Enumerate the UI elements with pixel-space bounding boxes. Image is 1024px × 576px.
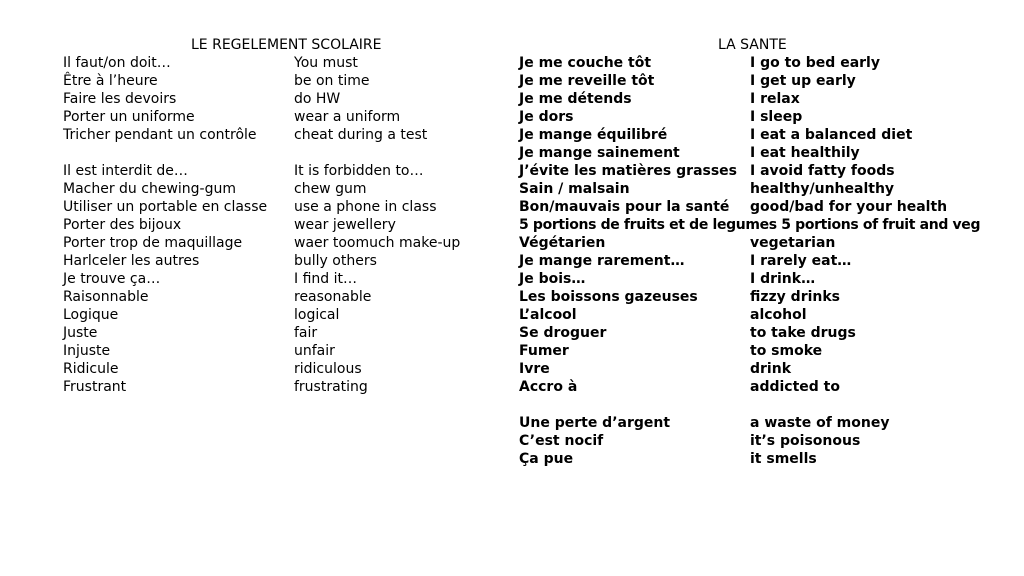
vocab-row: [519, 378, 1019, 396]
vocab-row: [63, 108, 483, 126]
vocab-row: [519, 306, 1019, 324]
english-term: wear jewellery: [294, 217, 396, 233]
french-term: Utiliser un portable en classe: [63, 199, 268, 215]
english-term: frustrating: [294, 379, 368, 395]
english-term: I relax: [750, 91, 800, 107]
french-term: Porter trop de maquillage: [63, 235, 243, 251]
vocab-row: [519, 72, 1019, 90]
french-term: Tricher pendant un contrôle: [63, 127, 257, 143]
vocab-row: [519, 342, 1019, 360]
english-term: I avoid fatty foods: [750, 163, 895, 179]
french-term: Bon/mauvais pour la santé: [519, 199, 730, 215]
french-term: Logique: [63, 307, 119, 323]
vocab-row: [519, 324, 1019, 342]
vocab-row: [519, 288, 1019, 306]
english-term: it smells: [750, 451, 817, 467]
vocab-row: [63, 360, 483, 378]
french-term: Frustrant: [63, 379, 127, 395]
vocab-row: [519, 90, 1019, 108]
health-column: [519, 36, 1019, 468]
english-term: I eat healthily: [750, 145, 860, 161]
french-term: Ivre: [519, 361, 550, 377]
french-term: Je mange rarement…: [519, 253, 685, 269]
school-rules-column: [63, 36, 483, 396]
vocab-row: [63, 378, 483, 396]
vocab-row: [519, 450, 1019, 468]
vocab-row: [63, 234, 483, 252]
french-term: Être à l’heure: [63, 73, 158, 89]
english-term: wear a uniform: [294, 109, 401, 125]
french-term: Accro à: [519, 379, 578, 395]
english-term: I find it…: [294, 271, 357, 287]
french-term: C’est nocif: [519, 433, 604, 449]
english-term: I eat a balanced diet: [750, 127, 913, 143]
french-term: Je trouve ça…: [63, 271, 161, 287]
vocab-row: [519, 180, 1019, 198]
vocab-row: [63, 54, 483, 72]
vocab-row: [63, 288, 483, 306]
english-term: a waste of money: [750, 415, 890, 431]
english-term: I drink…: [750, 271, 816, 287]
vocab-row: [63, 180, 483, 198]
spacer-row: [63, 144, 483, 162]
french-term: Raisonnable: [63, 289, 149, 305]
vocab-row: [519, 252, 1019, 270]
english-term: cheat during a test: [294, 127, 428, 143]
french-term: Je me reveille tôt: [519, 73, 655, 89]
english-term: I sleep: [750, 109, 803, 125]
english-term: use a phone in class: [294, 199, 437, 215]
vocab-row: [519, 414, 1019, 432]
french-term: Sain / malsain: [519, 181, 630, 197]
french-term: Je me couche tôt: [519, 55, 652, 71]
vocab-row: [519, 360, 1019, 378]
french-term: Les boissons gazeuses: [519, 289, 698, 305]
vocab-row: [63, 162, 483, 180]
french-term: Juste: [63, 325, 98, 341]
english-term: I rarely eat…: [750, 253, 852, 269]
french-term: Il faut/on doit…: [63, 55, 171, 71]
french-term: Je dors: [519, 109, 574, 125]
english-term: fair: [294, 325, 318, 341]
vocab-row-full: [519, 216, 1019, 234]
french-term: Je bois…: [519, 271, 586, 287]
french-term: Végétarien: [519, 235, 606, 251]
english-term: It is forbidden to…: [294, 163, 424, 179]
english-term: bully others: [294, 253, 377, 269]
french-term: Je mange sainement: [519, 145, 680, 161]
french-term: Porter des bijoux: [63, 217, 182, 233]
school-rules-heading: LE REGELEMENT SCOLAIRE: [191, 37, 382, 53]
french-term: Ridicule: [63, 361, 119, 377]
vocab-row: [63, 90, 483, 108]
vocab-row: [519, 54, 1019, 72]
vocab-row: [519, 108, 1019, 126]
full-line-term: 5 portions de fruits et de legumes 5 portions of fruit and veg: [519, 217, 981, 233]
french-term: Je mange équilibré: [519, 127, 668, 143]
french-term: Une perte d’argent: [519, 415, 671, 431]
english-term: I go to bed early: [750, 55, 880, 71]
vocab-row: [519, 234, 1019, 252]
english-term: waer toomuch make-up: [294, 235, 461, 251]
spacer-row: [519, 396, 1019, 414]
vocab-row: [63, 198, 483, 216]
english-term: logical: [294, 307, 340, 323]
french-term: Porter un uniforme: [63, 109, 195, 125]
french-term: L’alcool: [519, 307, 577, 323]
english-term: I get up early: [750, 73, 856, 89]
french-term: Injuste: [63, 343, 111, 359]
english-term: it’s poisonous: [750, 433, 861, 449]
french-term: Harlceler les autres: [63, 253, 200, 269]
english-term: unfair: [294, 343, 335, 359]
french-term: J’évite les matières grasses: [519, 163, 738, 179]
vocab-row: [519, 162, 1019, 180]
vocab-row: [63, 324, 483, 342]
vocab-row: [519, 126, 1019, 144]
english-term: healthy/unhealthy: [750, 181, 895, 197]
vocab-row: [519, 432, 1019, 450]
vocab-row: [63, 216, 483, 234]
english-term: You must: [294, 55, 358, 71]
health-heading: LA SANTE: [718, 37, 787, 53]
vocab-row: [519, 198, 1019, 216]
english-term: to take drugs: [750, 325, 856, 341]
french-term: Macher du chewing-gum: [63, 181, 236, 197]
french-term: Se droguer: [519, 325, 607, 341]
vocab-row: [63, 126, 483, 144]
english-term: reasonable: [294, 289, 372, 305]
vocab-row: [63, 306, 483, 324]
french-term: Fumer: [519, 343, 569, 359]
french-term: Il est interdit de…: [63, 163, 188, 179]
english-term: chew gum: [294, 181, 367, 197]
vocab-row: [63, 342, 483, 360]
french-term: Faire les devoirs: [63, 91, 177, 107]
english-term: ridiculous: [294, 361, 362, 377]
english-term: drink: [750, 361, 792, 377]
english-term: good/bad for your health: [750, 199, 948, 215]
english-term: to smoke: [750, 343, 823, 359]
english-term: vegetarian: [750, 235, 836, 251]
vocab-row: [63, 252, 483, 270]
french-term: Je me détends: [519, 91, 632, 107]
vocab-row: [63, 270, 483, 288]
vocab-row: [519, 144, 1019, 162]
french-term: Ça pue: [519, 451, 574, 467]
english-term: fizzy drinks: [750, 289, 841, 305]
english-term: addicted to: [750, 379, 840, 395]
vocab-row: [519, 270, 1019, 288]
english-term: be on time: [294, 73, 370, 89]
english-term: alcohol: [750, 307, 807, 323]
vocab-row: [63, 72, 483, 90]
english-term: do HW: [294, 91, 341, 107]
